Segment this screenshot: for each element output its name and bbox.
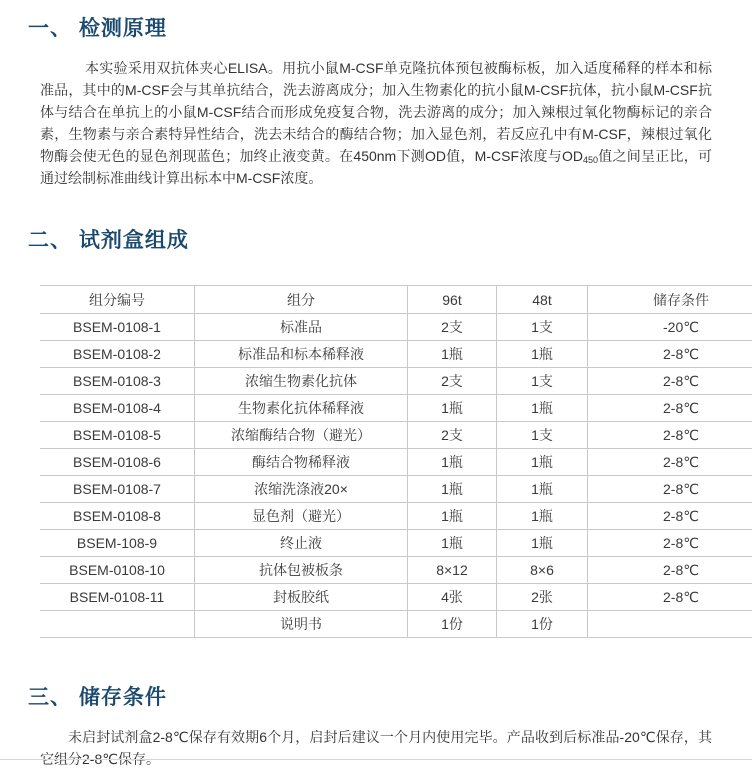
table-cell: 2张 [497, 584, 588, 611]
table-cell: BSEM-0108-6 [40, 449, 195, 476]
table-cell: 1瓶 [408, 476, 497, 503]
table-cell: BSEM-0108-10 [40, 557, 195, 584]
table-cell: 封板胶纸 [195, 584, 408, 611]
table-cell: 2-8℃ [588, 395, 752, 422]
table-cell: BSEM-0108-1 [40, 314, 195, 341]
table-cell: 1瓶 [408, 530, 497, 557]
od450-subscript: 450 [583, 155, 598, 165]
kit-table-header-cell: 储存条件 [588, 286, 752, 314]
table-cell: 1支 [497, 422, 588, 449]
table-cell: 说明书 [195, 611, 408, 638]
table-cell: 1瓶 [408, 503, 497, 530]
table-cell [588, 611, 752, 638]
table-cell: 2-8℃ [588, 557, 752, 584]
table-cell: 2支 [408, 422, 497, 449]
table-cell: 1瓶 [497, 476, 588, 503]
storage-paragraph: 未启封试剂盒2-8℃保存有效期6个月，启封后建议一个月内使用完毕。产品收到后标准品-20℃保存，其它组分2-8℃保存。 [40, 726, 712, 770]
table-cell: 标准品和标本稀释液 [195, 341, 408, 368]
table-cell: 浓缩洗涤液20× [195, 476, 408, 503]
table-cell: BSEM-0108-4 [40, 395, 195, 422]
table-cell: 8×12 [408, 557, 497, 584]
kit-table-header-cell: 48t [497, 286, 588, 314]
table-cell: 2-8℃ [588, 341, 752, 368]
kit-table-header-row [40, 286, 752, 314]
table-cell: 2-8℃ [588, 503, 752, 530]
kit-components-table [40, 285, 752, 638]
table-cell: 1瓶 [497, 503, 588, 530]
table-row [40, 530, 752, 557]
table-cell: 2-8℃ [588, 422, 752, 449]
table-row [40, 341, 752, 368]
table-cell: 2-8℃ [588, 368, 752, 395]
kit-table-header-cell: 组分编号 [40, 286, 195, 314]
table-row [40, 557, 752, 584]
table-row [40, 476, 752, 503]
table-cell: BSEM-0108-8 [40, 503, 195, 530]
table-row [40, 584, 752, 611]
table-cell: 浓缩酶结合物（避光） [195, 422, 408, 449]
table-cell: BSEM-108-9 [40, 530, 195, 557]
table-cell: 2-8℃ [588, 530, 752, 557]
table-cell: 2支 [408, 368, 497, 395]
section-heading-principle: 一、 检测原理 [28, 0, 752, 43]
table-cell: 终止液 [195, 530, 408, 557]
table-row [40, 422, 752, 449]
table-cell: 酶结合物稀释液 [195, 449, 408, 476]
table-cell: 1瓶 [497, 449, 588, 476]
table-cell: 浓缩生物素化抗体 [195, 368, 408, 395]
principle-paragraph [40, 57, 712, 189]
principle-text-before-subscript: 本实验采用双抗体夹心ELISA。用抗小鼠M-CSF单克隆抗体预包被酶标板，加入适度稀释的样本和标准品，其中的M-CSF会与其单抗结合，洗去游离成分；加入生物素化的抗小鼠M-CSF抗体，抗小鼠M-CSF抗体与结合在单抗上的小鼠M-CSF结合而形成免疫复合物，洗去游离的成分；加入辣根过氧化物酶标记的亲合素，生物素与亲合素特异性结合，洗去未结合的酶结合物；加入显色剂，若反应孔中有M-CSF，辣根过氧化物酶会使无色的显色剂现蓝色；加终止液变黄。在450nm下测OD值，M-CSF浓度与OD [40, 60, 712, 164]
table-cell: 抗体包被板条 [195, 557, 408, 584]
table-cell: 2-8℃ [588, 476, 752, 503]
table-cell: 2支 [408, 314, 497, 341]
kit-table-body [40, 314, 752, 638]
table-cell: 1支 [497, 368, 588, 395]
table-cell: -20℃ [588, 314, 752, 341]
table-cell: 1瓶 [408, 395, 497, 422]
table-cell: 2-8℃ [588, 449, 752, 476]
table-cell: BSEM-0108-3 [40, 368, 195, 395]
table-row [40, 314, 752, 341]
table-cell: BSEM-0108-7 [40, 476, 195, 503]
table-cell: 1瓶 [408, 341, 497, 368]
table-row [40, 368, 752, 395]
table-cell: BSEM-0108-5 [40, 422, 195, 449]
table-row [40, 503, 752, 530]
section-heading-storage: 三、 储存条件 [28, 684, 752, 712]
table-cell: 标准品 [195, 314, 408, 341]
table-cell: 1份 [408, 611, 497, 638]
table-cell: 显色剂（避光） [195, 503, 408, 530]
table-cell: 2-8℃ [588, 584, 752, 611]
table-cell: 1瓶 [497, 395, 588, 422]
section-heading-components: 二、 试剂盒组成 [28, 227, 752, 255]
table-cell: 1瓶 [408, 449, 497, 476]
table-cell: 1支 [497, 314, 588, 341]
principle-text-after-subscript: 值之间呈正比，可通过绘制标准曲线计算出标本中M-CSF浓度。 [40, 148, 712, 186]
kit-table-header-cell: 组分 [195, 286, 408, 314]
table-cell: 8×6 [497, 557, 588, 584]
table-cell: BSEM-0108-11 [40, 584, 195, 611]
table-cell: 1份 [497, 611, 588, 638]
kit-table-header-cell: 96t [408, 286, 497, 314]
table-cell: 1瓶 [497, 530, 588, 557]
table-cell: 生物素化抗体稀释液 [195, 395, 408, 422]
table-cell [40, 611, 195, 638]
kit-table-head [40, 286, 752, 314]
table-cell: 4张 [408, 584, 497, 611]
table-row [40, 611, 752, 638]
table-row [40, 449, 752, 476]
bottom-divider [0, 759, 752, 760]
table-cell: BSEM-0108-2 [40, 341, 195, 368]
table-row [40, 395, 752, 422]
table-cell: 1瓶 [497, 341, 588, 368]
